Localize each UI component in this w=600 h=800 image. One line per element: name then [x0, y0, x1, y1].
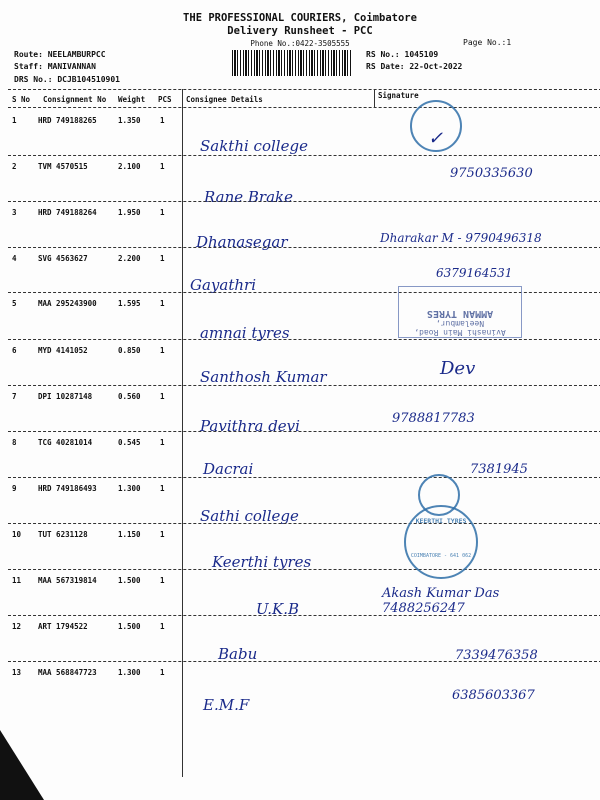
row-sno: 7	[12, 392, 17, 401]
row-consignment-no: HRD 749188265	[38, 116, 97, 125]
row-weight: 0.545	[118, 438, 141, 447]
row-sno: 3	[12, 208, 17, 217]
row-pcs: 1	[160, 668, 165, 677]
row-signature: 6385603367	[452, 688, 535, 703]
barcode	[232, 50, 352, 76]
row-weight: 1.595	[118, 299, 141, 308]
row-pcs: 1	[160, 392, 165, 401]
row-divider	[8, 569, 600, 570]
row-consignee: Dacrai	[203, 460, 254, 478]
row-sno: 5	[12, 299, 17, 308]
row-sno: 4	[12, 254, 17, 263]
col-signature: Signature	[378, 91, 419, 100]
row-sno: 8	[12, 438, 17, 447]
row-consignment-no: TUT 6231128	[38, 530, 88, 539]
col-sno: S No	[12, 95, 31, 104]
row-divider	[8, 477, 600, 478]
row-pcs: 1	[160, 576, 165, 585]
page-number: Page No.:1	[463, 38, 512, 47]
row-weight: 1.950	[118, 208, 141, 217]
row-signature: 6379164531	[436, 266, 513, 280]
row-signature: 9788817783	[392, 411, 475, 426]
row-weight: 1.350	[118, 116, 141, 125]
row-divider	[8, 615, 600, 616]
row-sno: 6	[12, 346, 17, 355]
row-sno: 9	[12, 484, 17, 493]
amman-tyres-stamp	[398, 286, 522, 338]
row-divider	[8, 385, 600, 386]
row-divider	[8, 155, 600, 156]
header-bottom-rule	[8, 107, 600, 108]
row-pcs: 1	[160, 299, 165, 308]
row-weight: 1.300	[118, 668, 141, 677]
sheet-title: Delivery Runsheet - PCC	[227, 25, 373, 37]
row-divider	[8, 661, 600, 662]
row-consignee: Santhosh Kumar	[200, 368, 327, 386]
row-pcs: 1	[160, 438, 165, 447]
row-pcs: 1	[160, 622, 165, 631]
row-divider	[8, 431, 600, 432]
row-weight: 1.500	[118, 622, 141, 631]
row-sno: 1	[12, 116, 17, 125]
row-consignment-no: MAA 295243900	[38, 299, 97, 308]
row-consignee: Gayathri	[190, 276, 256, 294]
keerthi-tyres-stamp	[404, 505, 478, 579]
column-divider	[182, 89, 183, 777]
row-consignment-no: MAA 568847723	[38, 668, 97, 677]
row-weight: 1.300	[118, 484, 141, 493]
row-consignee: Keerthi tyres	[212, 553, 312, 571]
stamp-line: Neelambur,	[435, 319, 485, 328]
row-divider	[8, 339, 600, 340]
drs-label: DRS No.: DCJB104510901	[14, 75, 120, 84]
row-consignment-no: TCG 40281014	[38, 438, 93, 447]
row-signature: 7339476358	[455, 648, 538, 663]
row-consignee: Dhanasegar	[196, 233, 288, 251]
row-pcs: 1	[160, 254, 165, 263]
rs-date: RS Date: 22-Oct-2022	[366, 62, 463, 71]
row-consignee: Sathi college	[200, 507, 299, 525]
row-weight: 2.200	[118, 254, 141, 263]
row-pcs: 1	[160, 162, 165, 171]
stamp-city-text: COIMBATORE - 641 062	[410, 553, 472, 559]
company-stamp	[410, 100, 462, 152]
stamp-brand-text: KEERTHI TYRES	[415, 517, 467, 525]
row-signature: Dharakar M - 9790496318	[380, 231, 542, 245]
row-weight: 1.500	[118, 576, 141, 585]
row-signature: ✓	[428, 128, 444, 149]
col-consignee: Consignee Details	[186, 95, 263, 104]
row-sno: 13	[12, 668, 22, 677]
row-consignee: U.K.B	[256, 600, 300, 618]
row-sno: 12	[12, 622, 22, 631]
row-consignment-no: TVM 4570515	[38, 162, 88, 171]
scan-corner-shadow	[0, 730, 44, 800]
row-sno: 11	[12, 576, 22, 585]
phone-number: Phone No.:0422-3505555	[250, 39, 350, 48]
row-consignment-no: ART 1794522	[38, 622, 88, 631]
row-pcs: 1	[160, 208, 165, 217]
row-signature: Dev	[440, 358, 476, 379]
staff-label: Staff: MANIVANNAN	[14, 62, 96, 71]
row-consignment-no: HRD 749186493	[38, 484, 97, 493]
row-consignee: Rane Brake	[204, 188, 293, 206]
row-signature: Akash Kumar Das 7488256247	[382, 586, 500, 616]
stamp-brand-text: AMMAN TYRES	[426, 308, 494, 319]
row-weight: 0.560	[118, 392, 141, 401]
row-pcs: 1	[160, 346, 165, 355]
company-name: THE PROFESSIONAL COURIERS, Coimbatore	[183, 12, 417, 24]
row-signature: 9750335630	[450, 166, 533, 181]
col-pcs: PCS	[158, 95, 172, 104]
rs-number: RS No.: 1045109	[366, 50, 439, 59]
row-pcs: 1	[160, 530, 165, 539]
row-weight: 1.150	[118, 530, 141, 539]
row-consignee: Pavithra devi	[200, 417, 300, 435]
col-weight: Weight	[118, 95, 146, 104]
row-consignment-no: MAA 567319814	[38, 576, 97, 585]
route-label: Route: NEELAMBURPCC	[14, 50, 106, 59]
row-sno: 10	[12, 530, 22, 539]
row-divider	[8, 201, 600, 202]
table-top-rule	[8, 89, 600, 90]
row-consignee: E.M.F	[203, 696, 250, 714]
row-consignment-no: DPI 10287148	[38, 392, 93, 401]
row-sno: 2	[12, 162, 17, 171]
row-consignment-no: HRD 749188264	[38, 208, 97, 217]
row-pcs: 1	[160, 484, 165, 493]
row-consignee: amnai tyres	[200, 324, 290, 342]
row-consignment-no: SVG 4563627	[38, 254, 88, 263]
stamp-line: Avinashi Main Road,	[414, 328, 506, 337]
col-consignment: Consignment No	[43, 95, 107, 104]
row-consignee: Babu	[218, 645, 258, 663]
row-divider	[8, 523, 600, 524]
row-weight: 0.850	[118, 346, 141, 355]
row-pcs: 1	[160, 116, 165, 125]
row-consignment-no: MYD 4141052	[38, 346, 88, 355]
row-consignee: Sakthi college	[200, 137, 308, 155]
row-divider	[8, 247, 600, 248]
column-divider	[374, 89, 375, 107]
row-signature: 7381945	[470, 462, 528, 477]
row-weight: 2.100	[118, 162, 141, 171]
